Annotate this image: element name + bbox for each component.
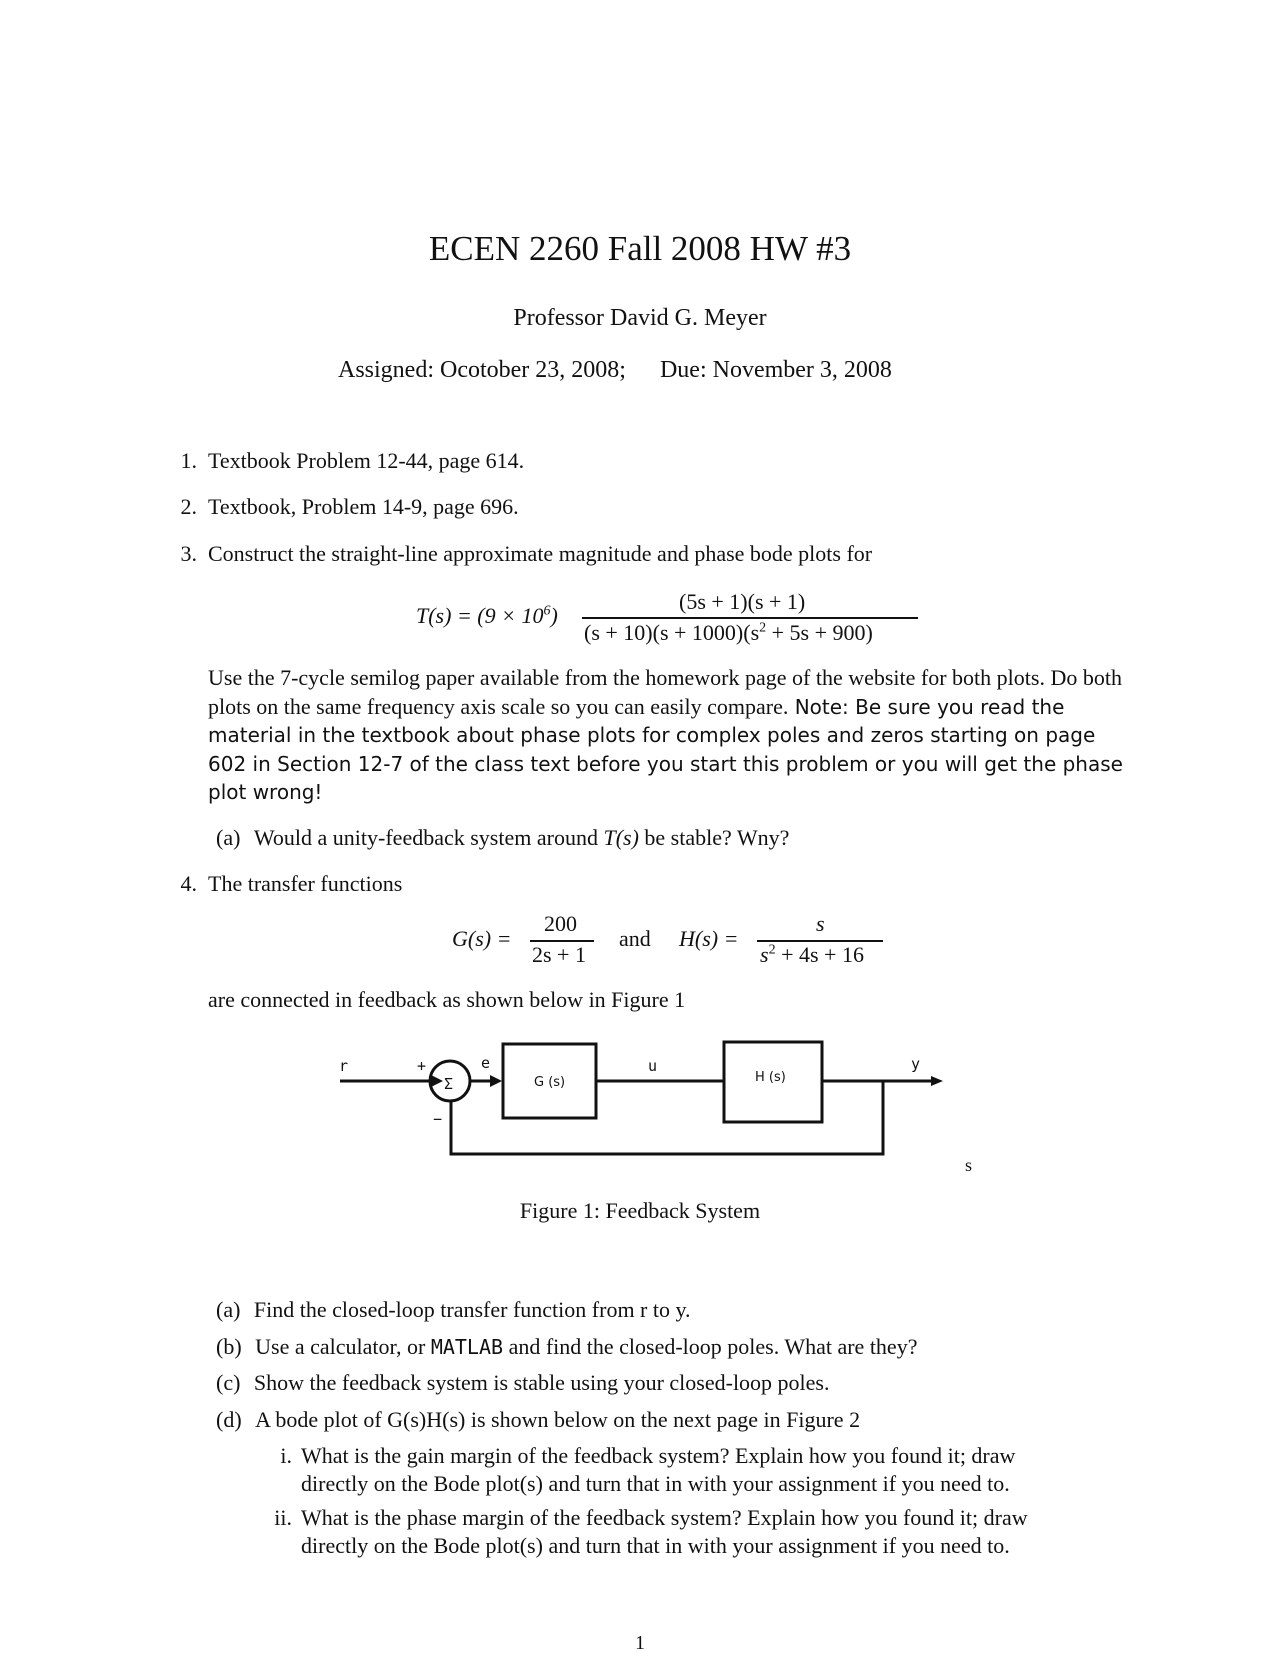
author-line: Professor David G. Meyer [513,305,767,331]
label-y: y [911,1055,921,1073]
part-label: (d) [216,1407,242,1432]
part-label: (c) [216,1370,241,1395]
H-lhs: H(s) = [679,926,739,951]
equation-denominator: $(s + 10)(s + 1000)(s^2 + 5s + 900)$ [584,620,873,645]
equation-lhs: $T(s) = (9 \times 10^6)$ [416,603,558,628]
due-date: Due: November 3, 2008 [659,357,892,383]
label-r: r [339,1057,349,1075]
label-minus: − [433,1110,443,1128]
part-text-end: and find the closed-loop poles. What are they? [503,1334,918,1359]
output-arrowhead [931,1076,943,1086]
figure-caption: Figure 1: Feedback System [519,1198,761,1223]
page-number: 1 [635,1632,645,1654]
item-line-1: What is the phase margin of the feedback system? Explain how you found it; draw [301,1505,1028,1530]
part-text-end: be stable? Wny? [638,825,790,850]
G-numerator: 200 [544,911,577,936]
H-numerator: s [816,911,825,936]
part-text: Show the feedback system is stable using your closed-loop poles. [253,1370,830,1395]
problem-text: The transfer functions [208,871,403,896]
part-label: (b) [216,1334,242,1359]
H-block-label: H (s) [755,1070,786,1085]
problem-text: Textbook Problem 12-44, page 614. [208,448,525,473]
document-title: ECEN 2260 Fall 2008 HW #3 [428,229,852,268]
problem-number: 1. [180,448,197,473]
problem-4-part-b [216,1334,917,1360]
label-plus: + [417,1057,427,1075]
part-text: Would a unity-feedback system around [253,825,604,850]
sigma-symbol: Σ [444,1075,454,1093]
assigned-date: Assigned: Ocotober 23, 2008; [338,357,626,383]
H-denominator: $s^2 + 4s + 16$ [760,942,864,967]
item-label: ii. [274,1505,292,1530]
G-lhs: G(s) = [452,926,512,951]
item-line-2: directly on the Bode plot(s) and turn that in with your assignment if you need to. [301,1471,1010,1496]
part-label: (a) [216,825,241,850]
input-arrowhead [431,1075,443,1087]
problem-4-part-c [216,1370,830,1396]
part-d-item-i [0,1443,1280,1503]
G-denominator: 2s + 1 [532,942,586,967]
equation-numerator: (5s + 1)(s + 1) [679,589,806,614]
error-arrowhead [490,1075,502,1087]
problem-text: Construct the straight-line approximate magnitude and phase bode plots for [208,541,873,566]
problem-text: Textbook, Problem 14-9, page 696. [208,494,519,519]
problem-number: 4. [180,871,197,896]
part-text: Use a calculator, or [255,1334,431,1359]
math-T: T(s) [603,825,639,850]
item-line-1: What is the gain margin of the feedback system? Explain how you found it; draw [301,1443,1016,1468]
item-line-2: directly on the Bode plot(s) and turn that in with your assignment if you need to. [301,1533,1010,1558]
instructions-text: Use the 7-cycle semilog paper available from the homework page of the website for both plots. Do both plots on the same frequency axis scale so you can easily compare. [208,665,1122,719]
stray-s-mark: s [965,1155,973,1175]
problem-4-part-a [216,1297,691,1323]
part-text: A bode plot of G(s)H(s) is shown below on the next page in Figure 2 [255,1407,861,1432]
problem-number: 2. [180,494,197,519]
problem-number: 3. [180,541,197,566]
G-block-label: G (s) [534,1075,566,1090]
label-u: u [648,1057,658,1075]
part-text: Find the closed-loop transfer function from r to y. [253,1297,691,1322]
part-label: (a) [216,1297,241,1322]
part-d-item-ii [0,1505,1280,1565]
item-label: i. [280,1443,292,1468]
and-word: and [619,926,651,951]
problem-4-intro: are connected in feedback as shown below in Figure 1 [208,987,686,1012]
label-e: e [481,1054,491,1072]
note-text: Note: Be sure you read the material in the textbook about phase plots for complex poles and zeros starting on page 602 in Section 12-7 of the class text before you start this problem or you will get the phase plot wrong! [208,694,1123,804]
problem-4-part-d [216,1407,860,1433]
matlab-word: MATLAB [430,1335,504,1359]
